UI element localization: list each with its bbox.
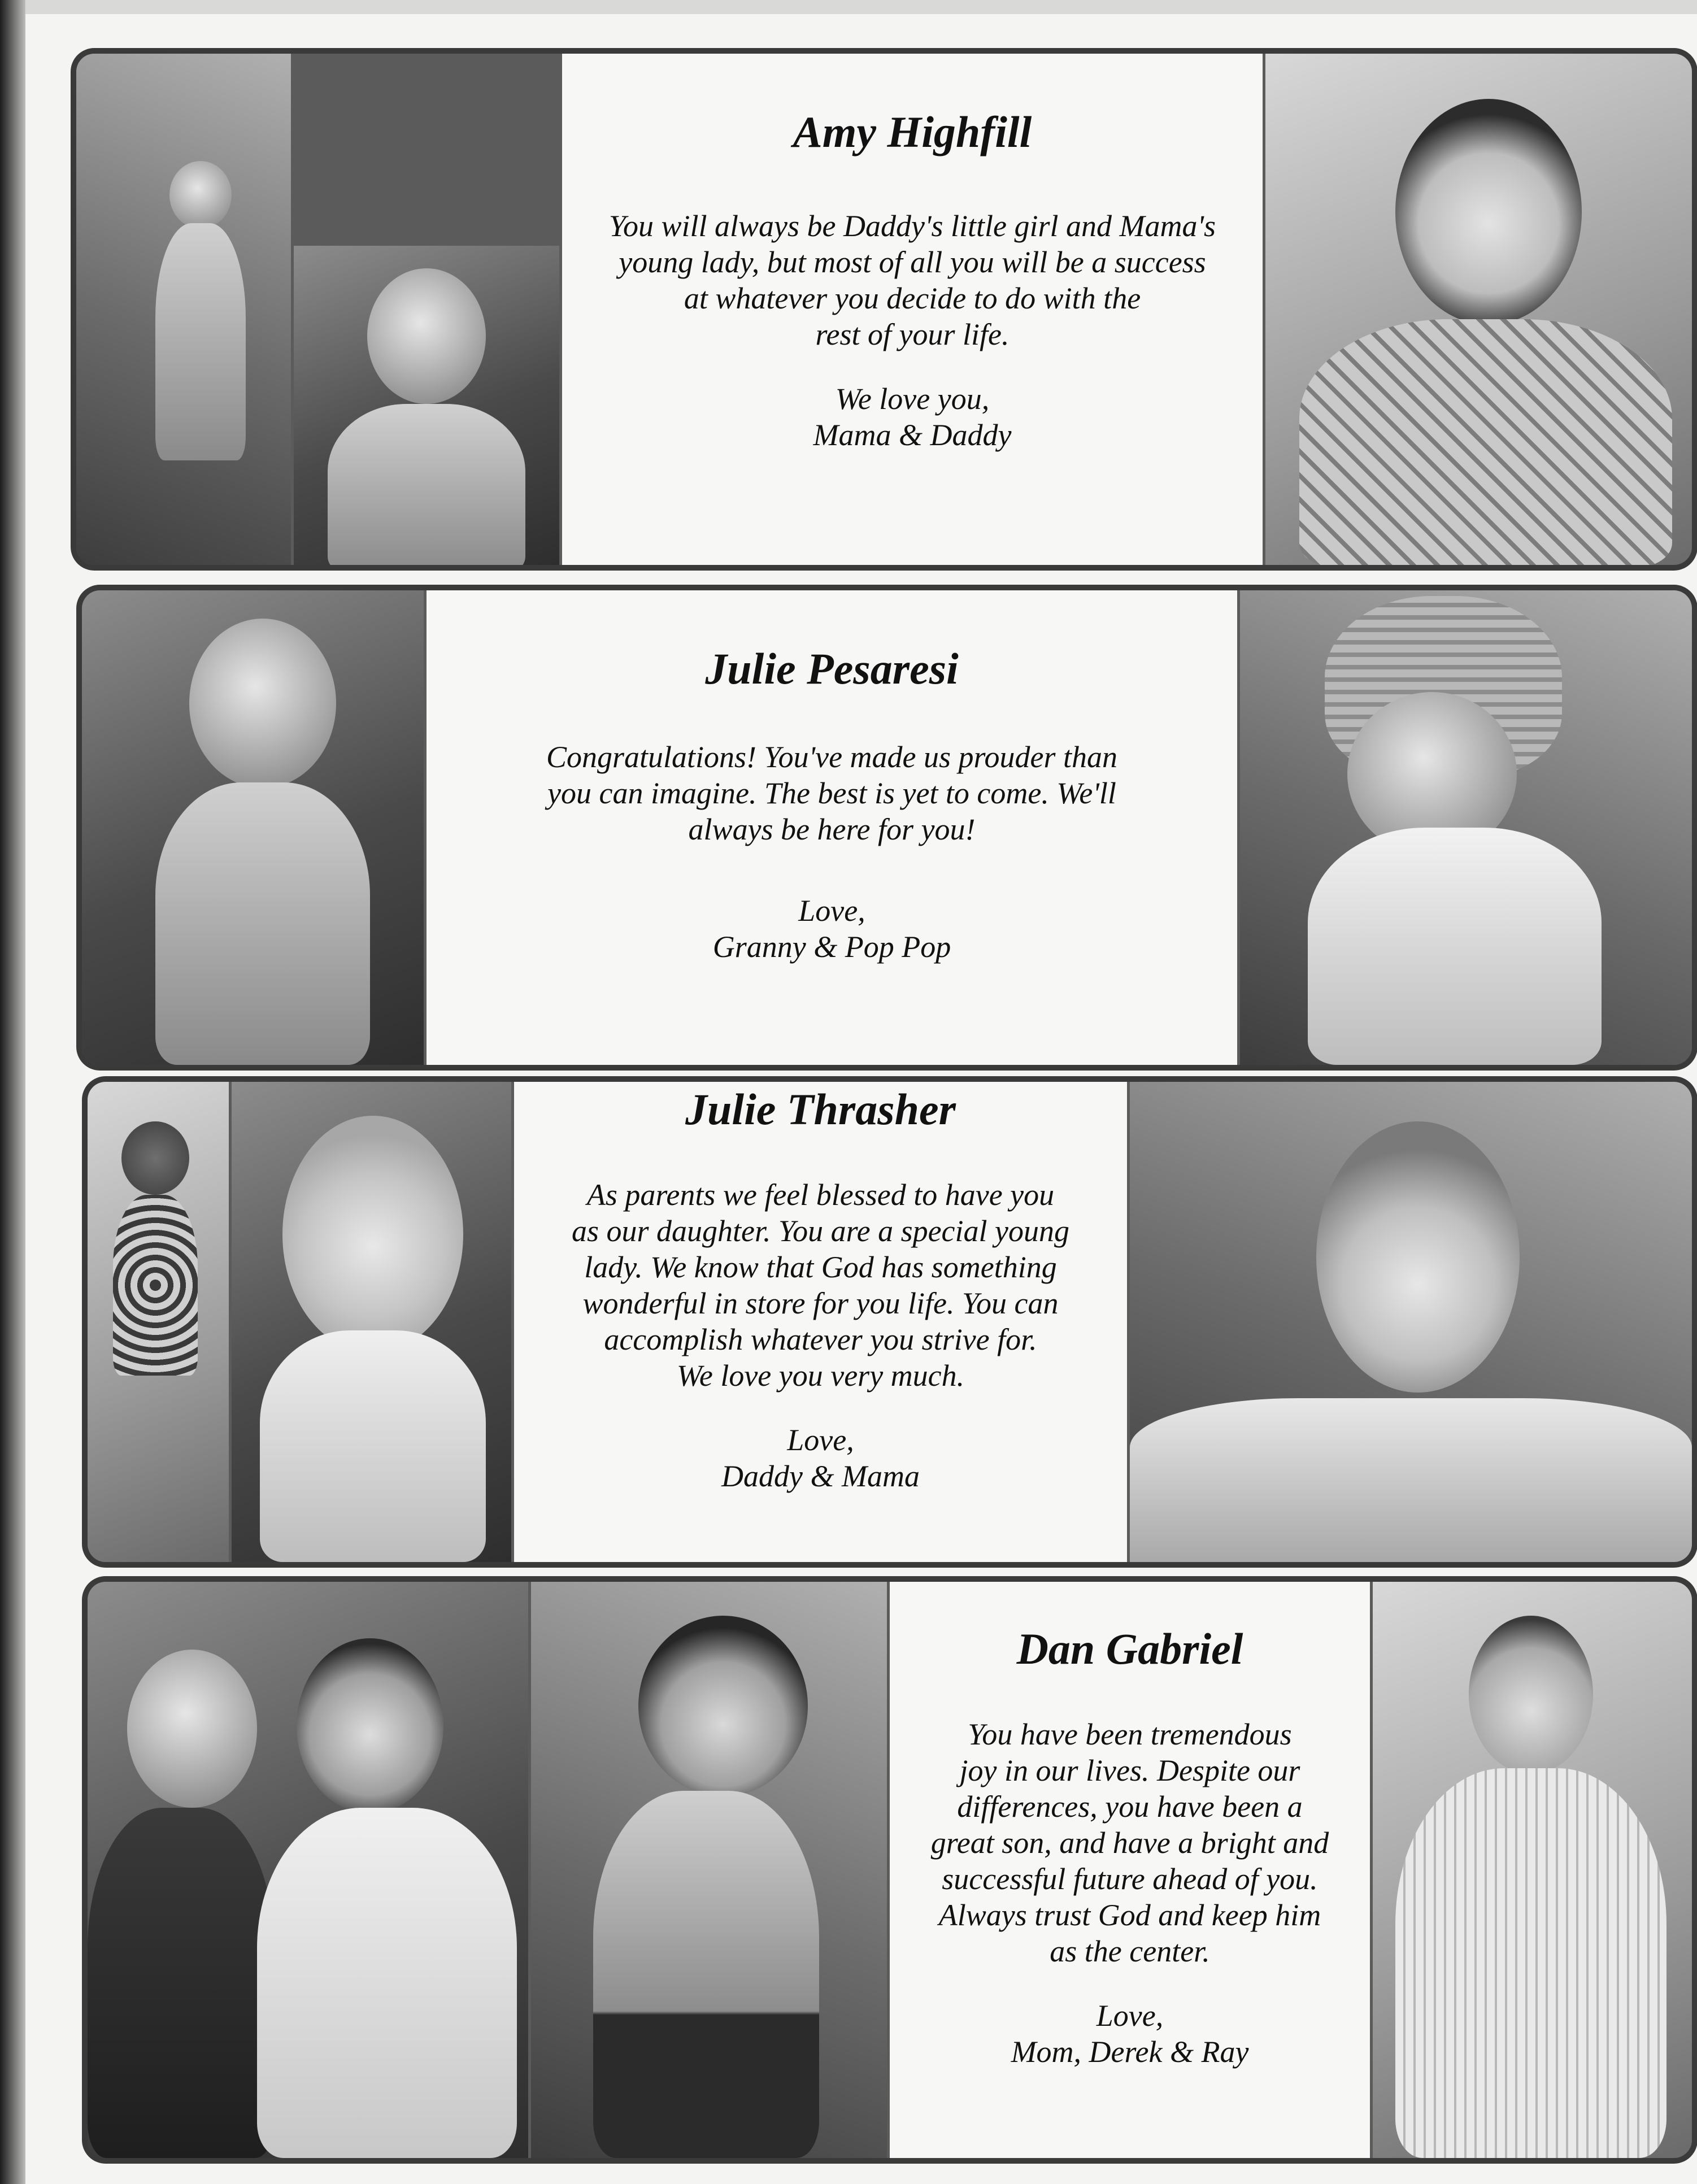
photo-dan-senior bbox=[1373, 1582, 1692, 2158]
tribute-panel-julie-thrasher bbox=[82, 1076, 1697, 1568]
photo-julie-t-senior bbox=[1130, 1082, 1692, 1562]
tribute-message: You will always be Daddy's little girl and Mama's young lady, but most of all you will be a success at whatever you decide to do with the rest of your life. bbox=[608, 209, 1216, 351]
tribute-text-julie-thrasher bbox=[514, 1082, 1127, 1562]
photo-julie-t-child bbox=[232, 1082, 511, 1562]
photo-julie-p-baby bbox=[1240, 590, 1692, 1065]
tribute-message: Congratulations! You've made us prouder than you can imagine. The best is yet to come. We'll always be here for you! bbox=[546, 740, 1118, 846]
tribute-signoff: Love, Daddy & Mama bbox=[721, 1423, 920, 1493]
tribute-name: Amy Highfill bbox=[793, 107, 1032, 156]
tribute-panel-julie-pesaresi bbox=[76, 585, 1697, 1071]
book-spine bbox=[0, 0, 25, 2184]
photo-dan-child bbox=[531, 1582, 887, 2158]
tribute-signoff: Love, Granny & Pop Pop bbox=[712, 894, 951, 964]
tribute-signoff: Love, Mom, Derek & Ray bbox=[1011, 1999, 1249, 2069]
tribute-text-amy-highfill bbox=[562, 54, 1263, 565]
tribute-text-dan-gabriel bbox=[890, 1582, 1370, 2158]
photo-amy-child bbox=[294, 246, 559, 565]
tribute-text-julie-pesaresi bbox=[427, 590, 1237, 1065]
photo-julie-p-toddler bbox=[82, 590, 424, 1065]
tribute-message: As parents we feel blessed to have you as our daughter. You are a special young lady. We know that God has something wonderful in store for you life. You can accomplish whatever you strive for. We love you very much. bbox=[571, 1178, 1069, 1393]
photo-julie-t-beach bbox=[88, 1082, 229, 1562]
yearbook-page bbox=[25, 14, 1697, 2184]
photo-dan-family bbox=[88, 1582, 528, 2158]
tribute-message: You have been tremendous joy in our lives. Despite our differences, you have been a great son, and have a bright and successful future ahead of you. Always trust God and keep him as the center. bbox=[930, 1717, 1329, 1968]
tribute-panel-amy-highfill bbox=[71, 48, 1697, 571]
tribute-panel-dan-gabriel bbox=[82, 1576, 1697, 2164]
photo-amy-senior bbox=[1265, 54, 1692, 565]
tribute-name: Julie Pesaresi bbox=[705, 644, 959, 693]
tribute-name: Dan Gabriel bbox=[1016, 1624, 1243, 1673]
tribute-signoff: We love you, Mama & Daddy bbox=[813, 382, 1012, 452]
tribute-name: Julie Thrasher bbox=[685, 1085, 956, 1134]
photo-amy-toddler bbox=[76, 54, 291, 565]
